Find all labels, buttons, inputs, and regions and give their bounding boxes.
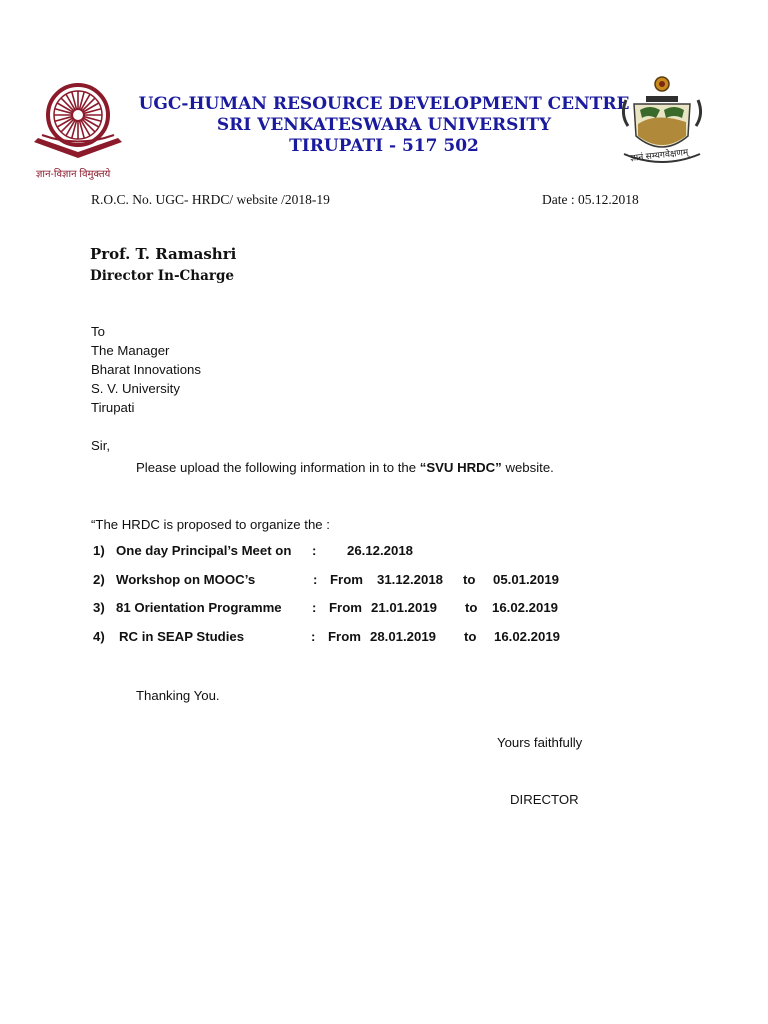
header-line-1: UGC-HUMAN RESOURCE DEVELOPMENT CENTRE [138, 94, 630, 114]
programme-number: 1) [93, 543, 105, 558]
programme-colon: : [312, 600, 317, 615]
sender-title: Director In-Charge [90, 268, 234, 284]
programme-start-date: 26.12.2018 [347, 543, 414, 558]
programme-start-date: 28.01.2019 [370, 629, 437, 644]
header-line-2: SRI VENKATESWARA UNIVERSITY [216, 115, 552, 135]
recipient-line-4: Tirupati [91, 400, 135, 415]
request-paragraph [136, 458, 554, 477]
programme-number: 2) [93, 572, 105, 587]
programme-end-date: 05.01.2019 [493, 572, 560, 587]
programme-to: to [465, 600, 478, 615]
svu-crest-motto: ज्ञानं सम्यगवेक्षणम् [629, 146, 689, 164]
programme-title: Workshop on MOOC’s [116, 572, 256, 587]
reference-number: R.O.C. No. UGC- HRDC/ website /2018-19 [91, 192, 330, 207]
request-text-bold: “SVU HRDC” [419, 460, 502, 475]
programme-start-date: 21.01.2019 [371, 600, 438, 615]
programme-item [0, 543, 768, 563]
recipient-to: To [91, 324, 105, 339]
programme-end-date: 16.02.2019 [492, 600, 559, 615]
salutation: Sir, [91, 438, 111, 453]
programme-from: From [330, 572, 363, 587]
programme-from: From [328, 629, 361, 644]
recipient-line-1: The Manager [91, 343, 170, 358]
request-text-post: website. [501, 460, 554, 475]
ugc-logo-caption: ज्ञान-विज्ञान विमुक्तये [36, 169, 111, 180]
programme-intro: “The HRDC is proposed to organize the : [91, 517, 330, 532]
programme-title: RC in SEAP Studies [119, 629, 245, 644]
programme-to: to [464, 629, 477, 644]
programme-colon: : [312, 543, 317, 558]
programme-item [0, 600, 768, 620]
recipient-line-3: S. V. University [91, 381, 180, 396]
programme-item [0, 629, 768, 649]
recipient-line-2: Bharat Innovations [91, 362, 201, 377]
sender-name: Prof. T. Ramashri [90, 245, 237, 263]
programme-start-date: 31.12.2018 [377, 572, 444, 587]
programme-colon: : [313, 572, 318, 587]
programme-title: 81 Orientation Programme [116, 600, 282, 615]
programme-number: 4) [93, 629, 105, 644]
svu-crest [616, 74, 708, 174]
programme-colon: : [311, 629, 316, 644]
request-text-pre: Please upload the following information in to the [136, 460, 420, 475]
ugc-logo [28, 80, 128, 185]
programme-item [0, 572, 768, 592]
programme-end-date: 16.02.2019 [494, 629, 561, 644]
header-line-3: TIRUPATI - 517 502 [289, 136, 479, 156]
closing-thanks: Thanking You. [136, 688, 220, 703]
letter-date: Date : 05.12.2018 [542, 192, 639, 207]
closing-signoff: Yours faithfully [497, 735, 583, 750]
programme-number: 3) [93, 600, 105, 615]
ugc-wheel-icon [28, 80, 128, 170]
programme-title: One day Principal’s Meet on [116, 543, 292, 558]
programme-from: From [329, 600, 362, 615]
programme-to: to [463, 572, 476, 587]
signatory: DIRECTOR [510, 792, 579, 807]
